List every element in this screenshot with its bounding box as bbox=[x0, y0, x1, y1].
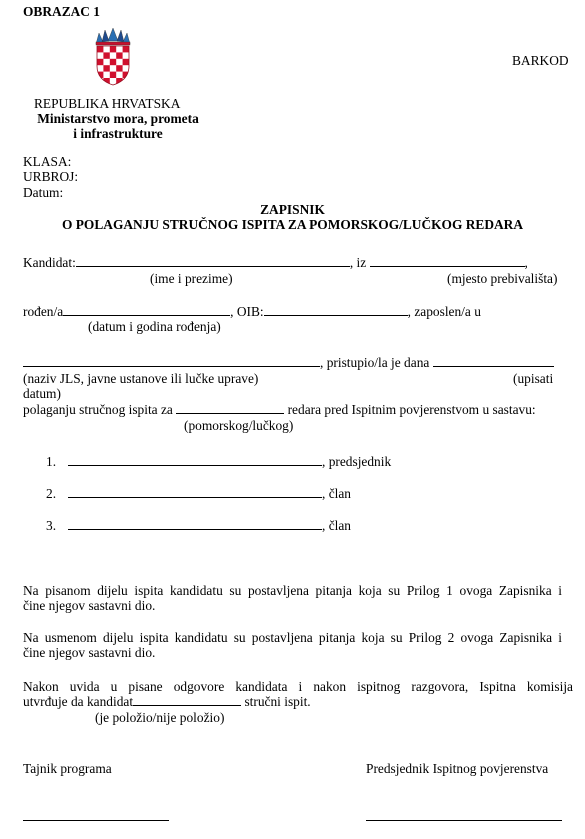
member-role: , član bbox=[322, 486, 351, 501]
member-number: 1. bbox=[46, 454, 57, 469]
member-number: 2. bbox=[46, 486, 57, 501]
member-row bbox=[46, 486, 351, 501]
datum-label: Datum: bbox=[23, 185, 64, 200]
paragraph-written-line-1: Na pisanom dijelu ispita kandidatu su postavljena pitanja koja su Prilog 1 ovoga Zapisnika i bbox=[23, 583, 562, 598]
exam-date-field[interactable] bbox=[433, 355, 554, 367]
institution-field[interactable] bbox=[23, 355, 320, 367]
barcode-label: BARKOD bbox=[512, 53, 569, 68]
kandidat-row bbox=[23, 255, 528, 270]
country-name: REPUBLIKA HRVATSKA bbox=[34, 96, 181, 111]
birth-date-field[interactable] bbox=[63, 304, 230, 316]
member-number: 3. bbox=[46, 518, 57, 533]
paragraph-result-line-2 bbox=[23, 694, 311, 709]
result-lead-text: utvrđuje da kandidat bbox=[23, 694, 134, 709]
signature-right-line[interactable] bbox=[366, 820, 562, 821]
zaposlen-label: , zaposlen/a u bbox=[407, 304, 481, 319]
ime-hint: (ime i prezime) bbox=[150, 271, 233, 286]
ministry-line-1: Ministarstvo mora, prometa bbox=[37, 111, 199, 126]
member-row bbox=[46, 518, 351, 533]
result-hint: (je položio/nije položio) bbox=[95, 710, 225, 725]
paragraph-written-line-2: čine njegov sastavni dio. bbox=[23, 598, 156, 613]
result-field[interactable] bbox=[133, 694, 241, 706]
member-name-field[interactable] bbox=[68, 518, 322, 530]
polaganju-row bbox=[23, 402, 536, 417]
redara-label: redara pred Ispitnim povjerenstvom u sastavu: bbox=[287, 402, 536, 417]
datum-hint: (datum i godina rođenja) bbox=[88, 319, 221, 334]
upisati-hint-2: datum) bbox=[23, 386, 61, 401]
jls-hint: (naziv JLS, javne ustanove ili lučke uprave) bbox=[23, 371, 259, 386]
residence-field[interactable] bbox=[370, 255, 525, 267]
member-name-field[interactable] bbox=[68, 486, 322, 498]
result-tail-text: stručni ispit. bbox=[244, 694, 311, 709]
mjesto-hint: (mjesto prebivališta) bbox=[447, 271, 558, 286]
paragraph-result-line-1: Nakon uvida u pisane odgovore kandidata i nakon ispitnog razgovora, Ispitna komisija bbox=[23, 679, 573, 694]
form-label: OBRAZAC 1 bbox=[23, 4, 101, 19]
member-role: , član bbox=[322, 518, 351, 533]
signature-left-label: Tajnik programa bbox=[23, 761, 112, 776]
oib-field[interactable] bbox=[264, 304, 408, 316]
pomorskog-hint: (pomorskog/lučkog) bbox=[184, 418, 294, 433]
polaganju-label: polaganju stručnog ispita za bbox=[23, 402, 173, 417]
paragraph-oral-line-2: čine njegov sastavni dio. bbox=[23, 645, 156, 660]
member-name-field[interactable] bbox=[68, 454, 322, 466]
rodjen-row bbox=[23, 304, 481, 319]
iz-label: , iz bbox=[349, 255, 367, 270]
kandidat-label: Kandidat: bbox=[23, 255, 76, 270]
member-role: , predsjednik bbox=[322, 454, 392, 469]
document-subtitle: O POLAGANJU STRUČNOG ISPITA ZA POMORSKOG/LUČKOG REDARA bbox=[61, 217, 524, 232]
pristupio-label: , pristupio/la je dana bbox=[320, 355, 430, 370]
croatian-coat-of-arms-icon bbox=[94, 28, 132, 86]
redar-type-field[interactable] bbox=[176, 402, 284, 414]
paragraph-oral-line-1: Na usmenom dijelu ispita kandidatu su postavljena pitanja koja su Prilog 2 ovoga Zapisnika i bbox=[23, 630, 562, 645]
urbroj-label: URBROJ: bbox=[23, 169, 79, 184]
upisati-hint: (upisati bbox=[513, 371, 554, 386]
oib-label: , OIB: bbox=[230, 304, 264, 319]
member-row bbox=[46, 454, 391, 469]
klasa-label: KLASA: bbox=[23, 154, 72, 169]
kandidat-name-field[interactable] bbox=[76, 255, 350, 267]
ministry-line-2: i infrastrukture bbox=[73, 126, 163, 141]
signature-left-line[interactable] bbox=[23, 820, 169, 821]
rodjen-label: rođen/a bbox=[23, 304, 64, 319]
institution-row bbox=[23, 355, 554, 370]
comma-text: , bbox=[524, 255, 528, 270]
signature-right-label: Predsjednik Ispitnog povjerenstva bbox=[366, 761, 549, 776]
document-title: ZAPISNIK bbox=[260, 202, 325, 217]
